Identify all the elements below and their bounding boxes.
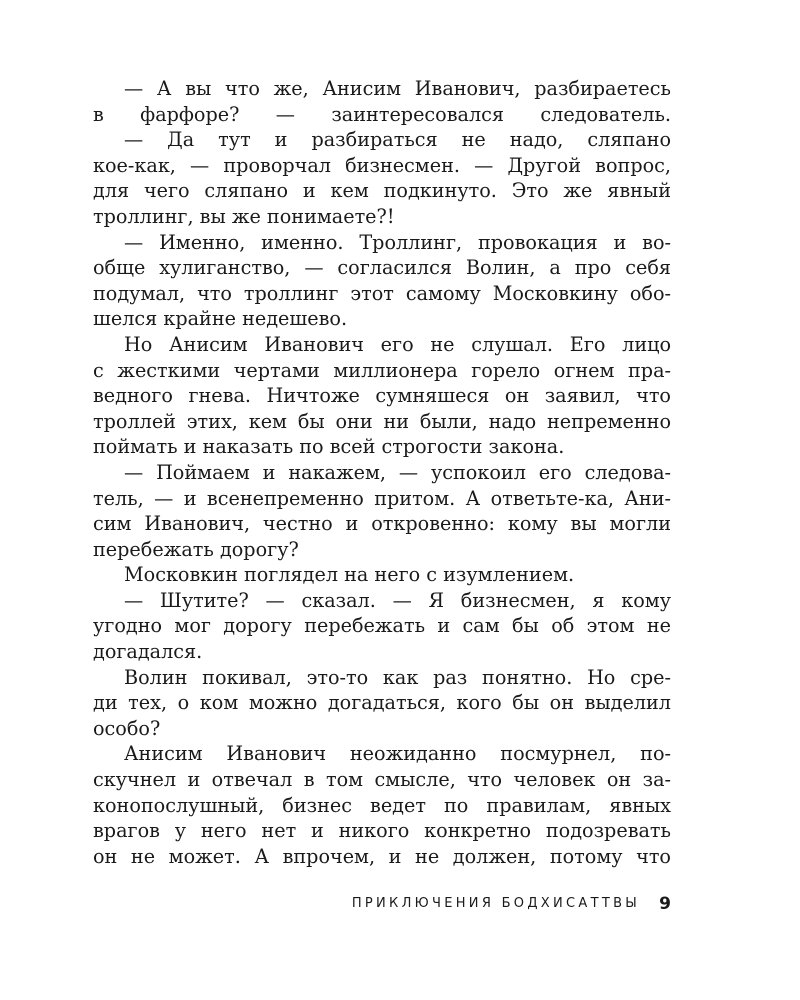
running-title: ПРИКЛЮЧЕНИЯ БОДХИСАТТВЫ: [351, 896, 641, 911]
text-line: — Поймаем и накажем, — успокоил его следова-: [124, 460, 671, 484]
text-line: конопослушный, бизнес ведет по правилам, явных: [93, 793, 671, 817]
text-line: Но Анисим Иванович его не слушал. Его лицо: [124, 332, 671, 356]
text-line: — А вы что же, Анисим Иванович, разбираетесь: [124, 77, 671, 100]
text-line: обще хулиганство, — согласился Волин, а про себя: [93, 256, 671, 280]
text-line: особо?: [93, 716, 161, 740]
text-line: шелся крайне недешево.: [93, 307, 348, 331]
text-line: Московкин поглядел на него с изумлением.: [124, 563, 575, 587]
text-line: кое-как, — проворчал бизнесмен. — Другой вопрос,: [93, 153, 671, 177]
text-line: троллинг, вы же понимаете?!: [93, 204, 395, 228]
text-line: угодно мог дорогу перебежать и сам бы об этом не: [93, 614, 671, 638]
text-line: Волин покивал, это-то как раз понятно. Но сре-: [124, 665, 671, 689]
text-line: поймать и наказать по всей строгости закона.: [93, 435, 565, 459]
text-line: скучнел и отвечал в том смысле, что человек он за-: [93, 768, 671, 792]
text-line: врагов у него нет и никого конкретно подозревать: [93, 819, 671, 843]
text-line: ведного гнева. Ничтоже сумняшеся он заявил, что: [93, 384, 671, 408]
text-line: — Да тут и разбираться не надо, сляпано: [124, 128, 671, 152]
page-number: 9: [659, 893, 671, 914]
text-line: — Шутите? — сказал. — Я бизнесмен, я кому: [124, 588, 671, 612]
running-footer: [0, 893, 671, 915]
text-line: сим Иванович, честно и откровенно: кому вы могли: [93, 512, 671, 536]
text-line: он не может. А впрочем, и не должен, потому что: [93, 844, 671, 868]
text-line: подумал, что троллинг этот самому Московкину обо-: [93, 281, 671, 305]
text-line: Анисим Иванович неожиданно посмурнел, по-: [124, 742, 671, 766]
text-line: догадался.: [93, 640, 203, 664]
body-text: [93, 76, 671, 869]
text-line: — Именно, именно. Троллинг, провокация и во-: [124, 230, 671, 254]
text-line: ди тех, о ком можно догадаться, кого бы он выделил: [93, 691, 671, 715]
text-line: в фарфоре? — заинтересовался следователь.: [93, 102, 671, 126]
text-line: тель, — и всенепременно притом. А ответьте-ка, Ани-: [93, 486, 671, 510]
text-line: для чего сляпано и кем подкинуто. Это же явный: [93, 179, 671, 203]
text-line: троллей этих, кем бы они ни были, надо непременно: [93, 409, 671, 433]
text-line: с жесткими чертами миллионера горело огнем пра-: [93, 358, 671, 382]
text-line: перебежать дорогу?: [93, 537, 299, 561]
